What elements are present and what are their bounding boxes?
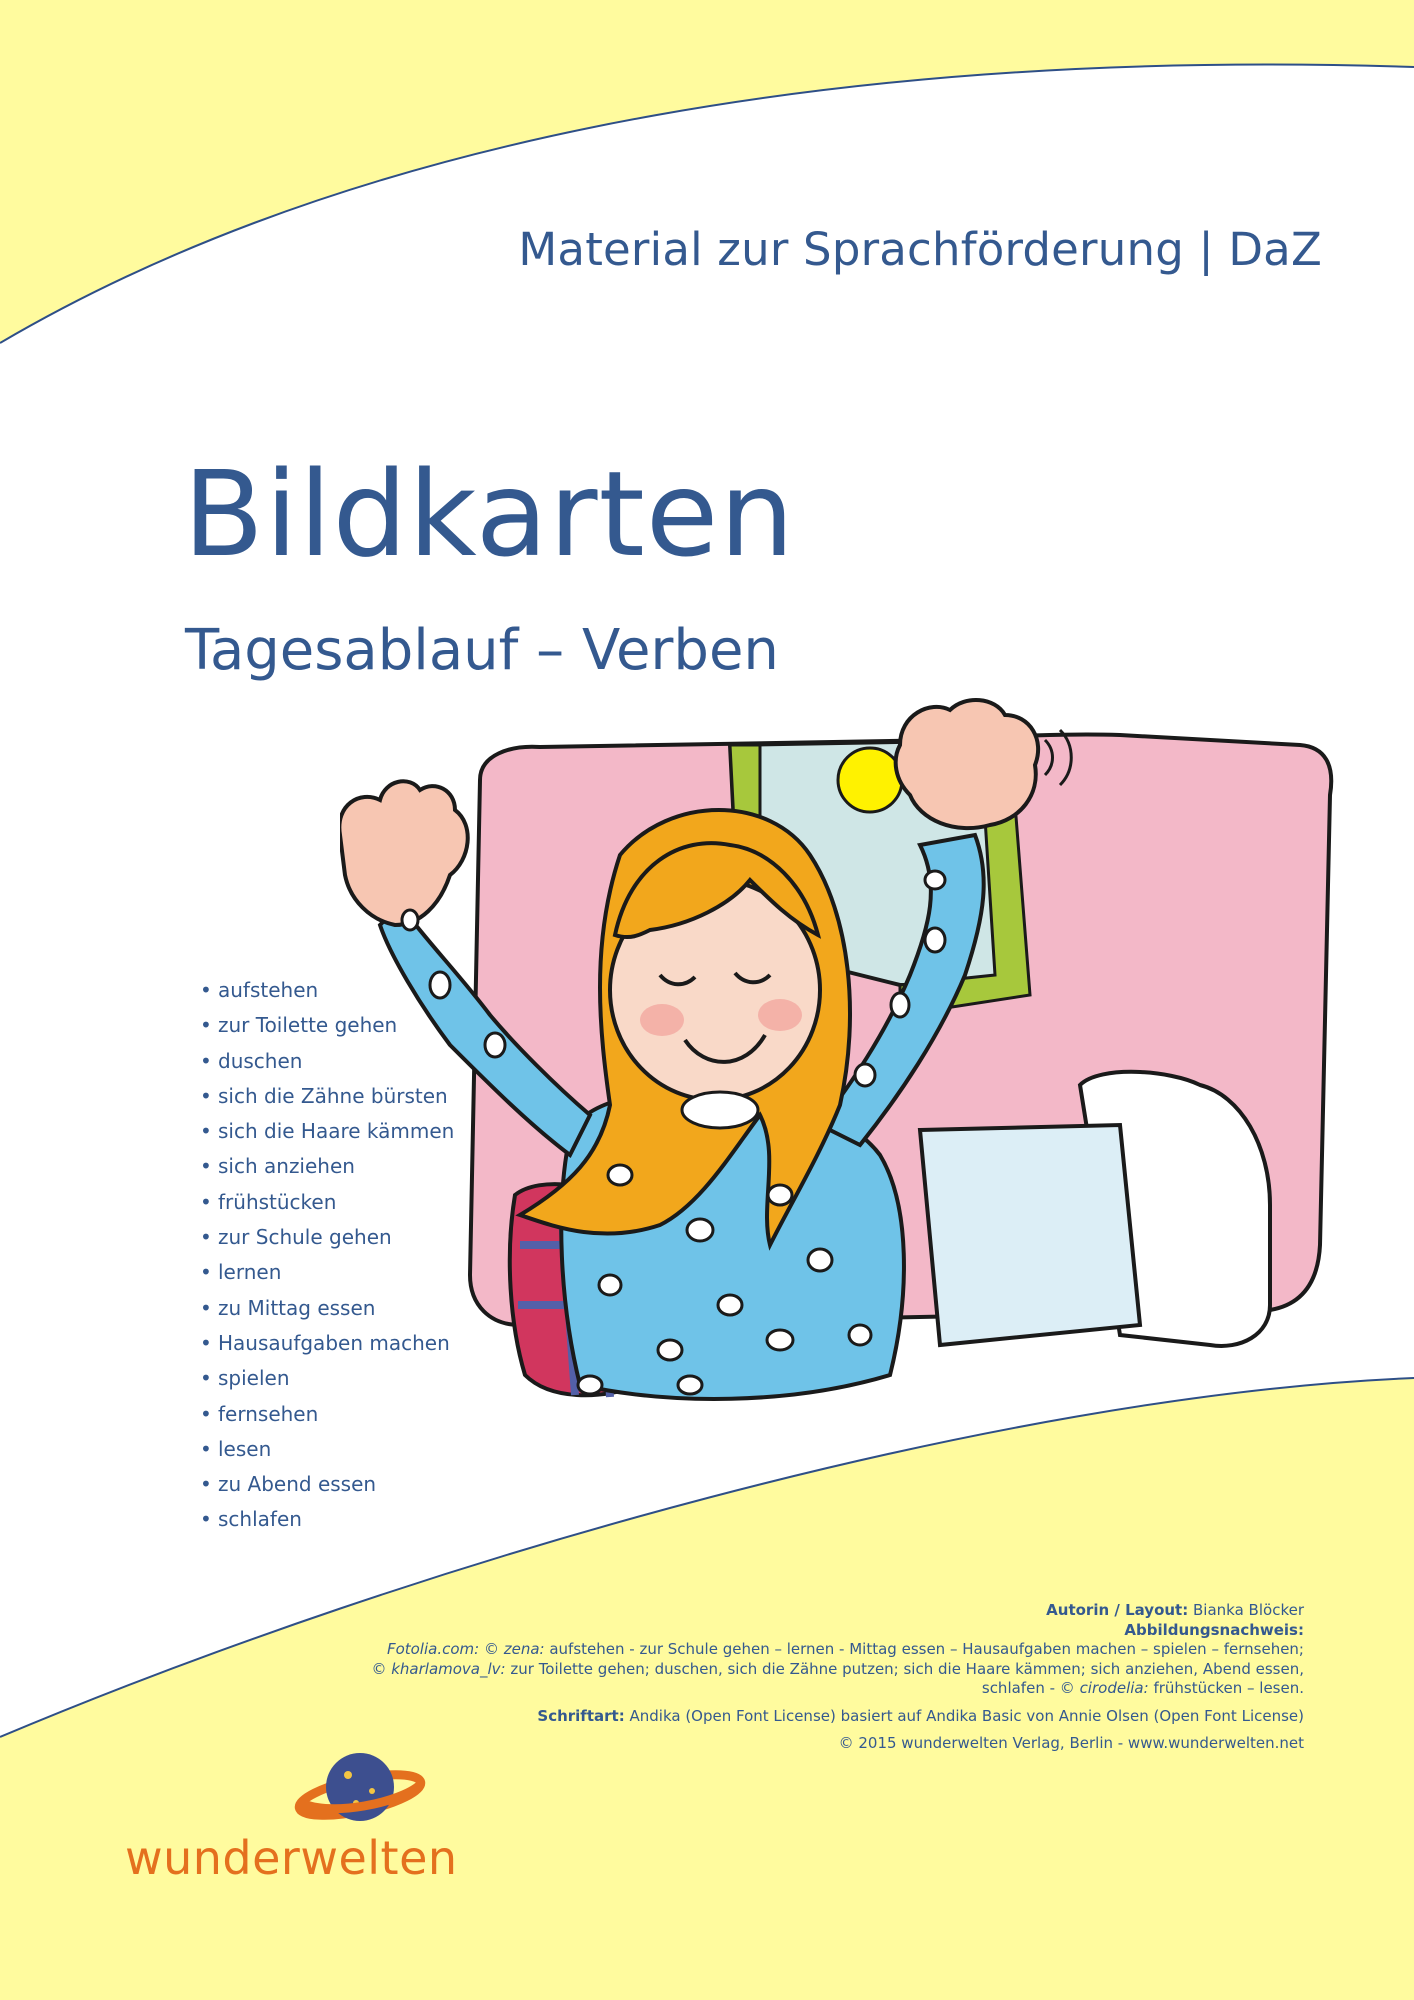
list-item: • zur Toilette gehen — [200, 1008, 454, 1043]
list-item: • zur Schule gehen — [200, 1220, 454, 1255]
list-item: • Hausaufgaben machen — [200, 1326, 454, 1361]
list-item: • zu Abend essen — [200, 1467, 454, 1502]
credit-source-2: © kharlamova_lv: — [371, 1659, 506, 1678]
author-label: Autorin / Layout: — [1046, 1601, 1189, 1619]
image-credit-line-1 — [324, 1640, 1304, 1660]
header-series-title: Material zur Sprachförderung | DaZ — [518, 223, 1322, 276]
credit-text-1: aufstehen - zur Schule gehen – lernen - Mittag essen – Hausaufgaben machen – spielen – fernsehen; — [549, 1640, 1304, 1658]
list-item: • fernsehen — [200, 1397, 454, 1432]
image-credit-label: Abbildungsnachweis: — [1124, 1620, 1304, 1639]
font-label: Schriftart: — [537, 1706, 625, 1725]
verb-list — [200, 973, 454, 1538]
author-value: Bianka Blöcker — [1193, 1601, 1304, 1619]
list-item: • sich die Zähne bürsten — [200, 1079, 454, 1114]
image-credit-heading — [324, 1621, 1304, 1641]
list-item: • sich die Haare kämmen — [200, 1114, 454, 1149]
publisher-logo — [115, 1745, 475, 1895]
credit-text-3: schlafen - © — [981, 1679, 1075, 1697]
credit-text-2: zur Toilette gehen; duschen, sich die Zähne putzen; sich die Haare kämmen; sich anziehen, Abend essen, — [510, 1659, 1304, 1678]
list-item: • aufstehen — [200, 973, 454, 1008]
font-line — [324, 1707, 1304, 1727]
image-credit-line-3 — [324, 1679, 1304, 1699]
credits-block — [324, 1601, 1304, 1754]
credit-source-1: Fotolia.com: © zena: — [386, 1640, 545, 1658]
page-subtitle: Tagesablauf – Verben — [185, 618, 779, 683]
list-item: • zu Mittag essen — [200, 1291, 454, 1326]
list-item: • lesen — [200, 1432, 454, 1467]
planet-icon — [290, 1745, 430, 1835]
page-title: Bildkarten — [183, 445, 796, 583]
image-credit-line-2 — [324, 1660, 1304, 1680]
author-line — [324, 1601, 1304, 1621]
list-item: • duschen — [200, 1044, 454, 1079]
list-item: • frühstücken — [200, 1185, 454, 1220]
list-item: • spielen — [200, 1361, 454, 1396]
copyright-line: © 2015 wunderwelten Verlag, Berlin - www.wunderwelten.net — [838, 1734, 1304, 1752]
girl-waking-up-illustration — [340, 685, 1340, 1415]
list-item: • schlafen — [200, 1502, 454, 1537]
credit-text-3b: frühstücken – lesen. — [1153, 1679, 1304, 1697]
font-value: Andika (Open Font License) basiert auf Andika Basic von Annie Olsen (Open Font License) — [629, 1706, 1304, 1725]
list-item: • sich anziehen — [200, 1149, 454, 1184]
list-item: • lernen — [200, 1255, 454, 1290]
credit-source-3: cirodelia: — [1079, 1679, 1149, 1697]
logo-wordmark: wunderwelten — [125, 1831, 458, 1885]
